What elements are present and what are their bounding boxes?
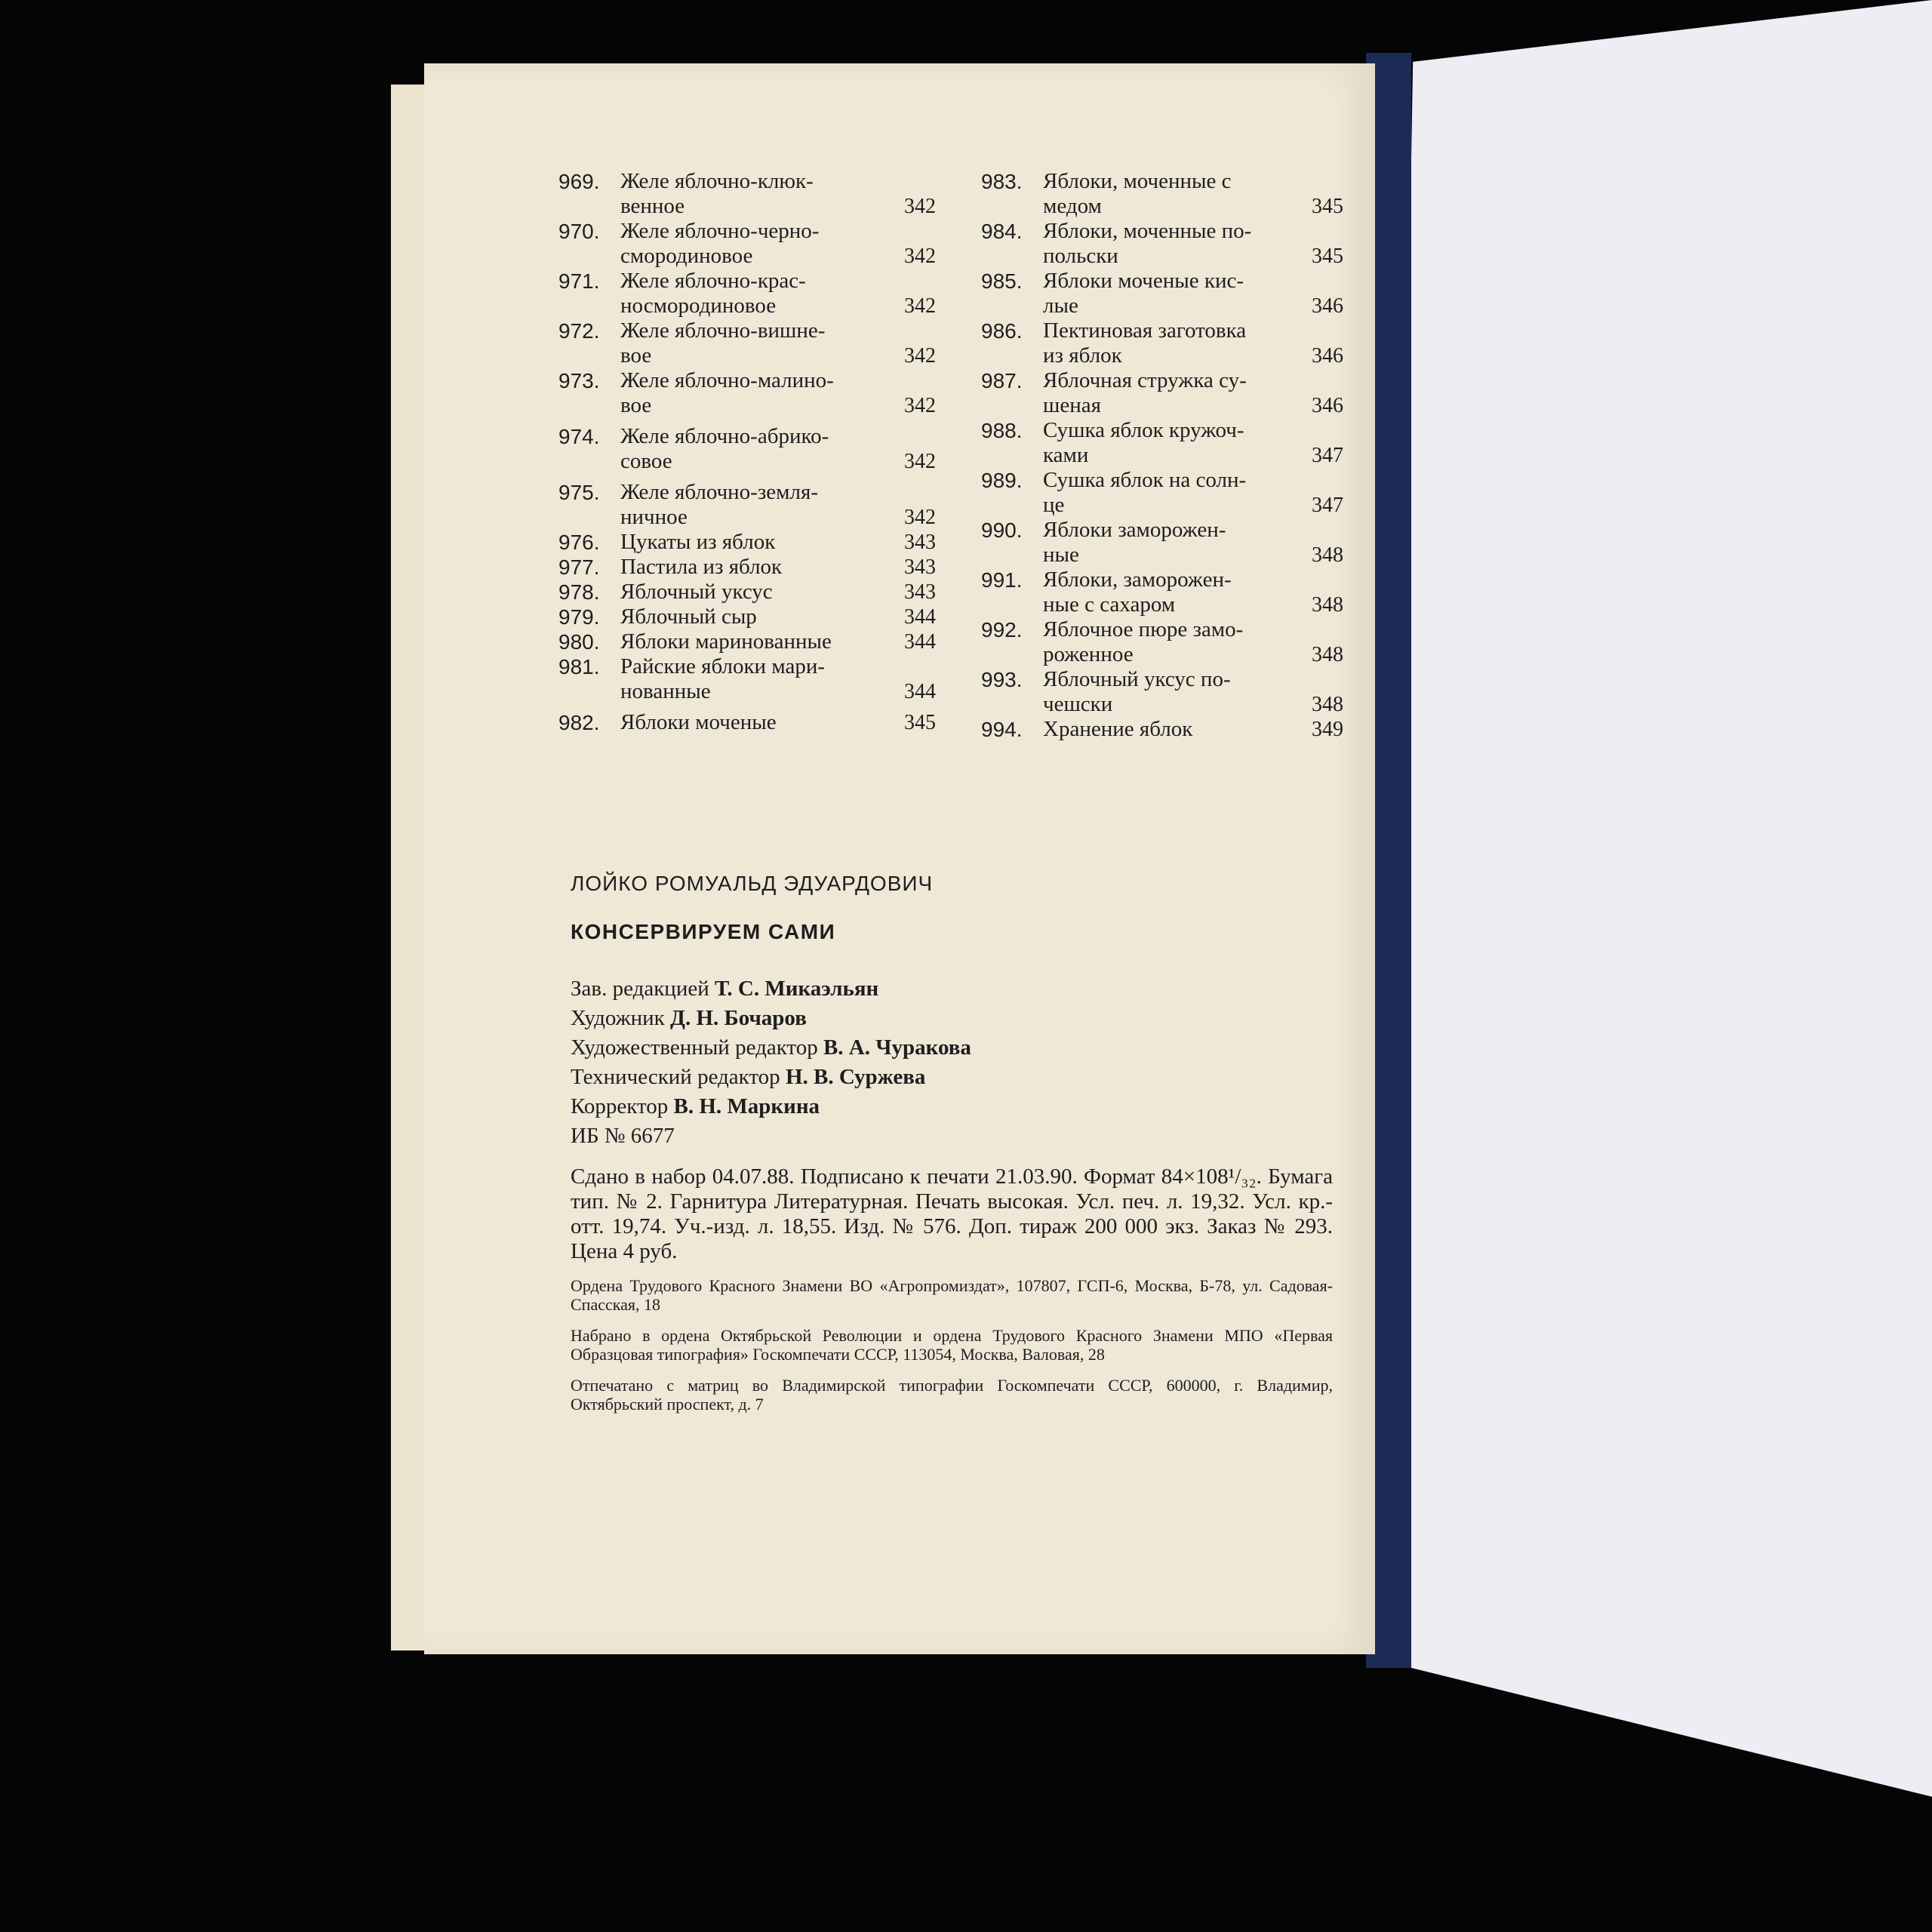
entry-page: 344 [904,680,936,703]
entry-number: 993. [981,668,1023,691]
toc-column-right [981,169,1343,742]
entry-page: 342 [904,195,936,218]
entry-number: 986. [981,319,1023,343]
entry-number: 992. [981,618,1023,641]
entry-title: Желе яблочно-вишне- вое [620,318,826,368]
entry-page: 342 [904,506,936,529]
book-title: КОНСЕРВИРУЕМ САМИ [571,920,836,943]
entry-page: 342 [904,245,936,268]
credit-line: Корректор В. Н. Маркина [571,1094,820,1118]
entry-number: 982. [558,711,600,734]
toc-entry [558,629,936,654]
entry-title: Желе яблочно-малино- вое [620,368,834,417]
toc-entry [558,318,936,368]
toc-entry [558,530,936,555]
credit-line: Художник Д. Н. Бочаров [571,1006,807,1030]
entry-number: 991. [981,568,1023,592]
entry-page: 344 [904,605,936,629]
entry-title: Цукаты из яблок [620,530,776,554]
toc-entry [558,368,936,418]
entry-page: 342 [904,394,936,417]
entry-title: Яблочный уксус по- чешски [1043,667,1231,716]
toc-entry [558,269,936,318]
toc-entry [981,568,1343,617]
ib-number: ИБ № 6677 [571,1124,675,1148]
entry-title: Яблоки заморожен- ные [1043,518,1226,567]
entry-number: 994. [981,718,1023,741]
entry-page: 342 [904,450,936,473]
printing-info: Отпечатано с матриц во Владимирской типографии Госкомпечати СССР, 600000, г. Владимир, Октябрьский проспект, д. 7 [571,1376,1333,1414]
entry-number: 975. [558,481,600,504]
credit-line: Художественный редактор В. А. Чуракова [571,1035,971,1060]
entry-page: 348 [1312,693,1343,716]
toc-entry [981,617,1343,667]
toc-entry [558,605,936,629]
entry-title: Сушка яблок кружоч- ками [1043,418,1244,467]
entry-page: 342 [904,344,936,368]
toc-entry [981,368,1343,418]
entry-page: 348 [1312,543,1343,567]
entry-title: Желе яблочно-черно- смородиновое [620,219,820,268]
entry-number: 979. [558,605,600,629]
entry-page: 348 [1312,593,1343,617]
entry-title: Яблоки моченые кис- лые [1043,269,1244,318]
toc-entry [558,555,936,580]
toc-entry [558,654,936,704]
entry-title: Яблочное пюре замо- роженное [1043,617,1244,666]
toc-entry [981,468,1343,518]
entry-number: 969. [558,170,600,193]
toc-entry [558,480,936,530]
entry-number: 984. [981,220,1023,243]
credit-line: Технический редактор Н. В. Суржева [571,1065,926,1089]
entry-number: 983. [981,170,1023,193]
entry-title: Пастила из яблок [620,555,783,579]
toc-entry [981,219,1343,269]
entry-page: 347 [1312,494,1343,517]
toc-entry [558,219,936,269]
entry-title: Яблоки, заморожен- ные с сахаром [1043,568,1232,617]
entry-title: Яблоки, моченные с медом [1043,169,1232,218]
colophon [571,872,1333,1414]
entry-number: 987. [981,369,1023,392]
toc-entry [981,667,1343,717]
entry-page: 344 [904,630,936,654]
entry-title: Желе яблочно-земля- ничное [620,480,818,529]
toc-entry [558,424,936,474]
entry-number: 980. [558,630,600,654]
entry-title: Желе яблочно-абрико- совое [620,424,829,473]
entry-page: 345 [1312,195,1343,218]
author-name: ЛОЙКО РОМУАЛЬД ЭДУАРДОВИЧ [571,872,934,895]
entry-number: 990. [981,518,1023,542]
entry-page: 343 [904,531,936,554]
entry-number: 981. [558,655,600,678]
entry-title: Райские яблоки мари- нованные [620,654,826,703]
toc-entry [981,518,1343,568]
entry-page: 343 [904,555,936,579]
entry-title: Желе яблочно-клюк- венное [620,169,814,218]
imprint-details: Сдано в набор 04.07.88. Подписано к печати 21.03.90. Формат 84×108¹/₃₂. Бумага тип. № 2. Гарнитура Литературная. Печать высокая. Усл. печ. л. 19,32. Усл. кр.-отт. 19,74. Уч.-изд. л. 18,55. Изд. № 576. Доп. тираж 200 000 экз. Заказ № 293. Цена 4 руб. [571,1164,1333,1263]
facing-page [1386,0,1932,1932]
toc-entry [558,580,936,605]
entry-number: 976. [558,531,600,554]
entry-page: 347 [1312,444,1343,467]
entry-title: Яблоки моченые [620,710,777,734]
entry-number: 973. [558,369,600,392]
entry-title: Яблочный уксус [620,580,773,604]
entry-page: 343 [904,580,936,604]
credit-line: Зав. редакцией Т. С. Микаэльян [571,977,879,1001]
toc-entry [981,318,1343,368]
entry-number: 974. [558,425,600,448]
toc-entry [981,418,1343,468]
entry-number: 977. [558,555,600,579]
entry-number: 985. [981,269,1023,293]
entry-number: 970. [558,220,600,243]
entry-number: 978. [558,580,600,604]
toc-entry [981,717,1343,742]
entry-number: 971. [558,269,600,293]
toc-column-left [558,169,936,735]
entry-title: Пектиновая заготовка из яблок [1043,318,1247,368]
typesetting-info: Набрано в ордена Октябрьской Революции и ордена Трудового Красного Знамени МПО «Первая Образцовая типография» Госкомпечати СССР, 113054, Москва, Валовая, 28 [571,1326,1333,1364]
entry-title: Яблоки, моченные по- польски [1043,219,1252,268]
entry-page: 349 [1312,718,1343,741]
toc-entry [981,169,1343,219]
entry-page: 346 [1312,294,1343,318]
entry-page: 342 [904,294,936,318]
entry-title: Яблочная стружка су- шеная [1043,368,1247,417]
entry-number: 972. [558,319,600,343]
toc-entry [558,169,936,219]
entry-page: 345 [1312,245,1343,268]
entry-title: Желе яблочно-крас- носмородиновое [620,269,806,318]
entry-number: 989. [981,469,1023,492]
entry-title: Яблоки маринованные [620,629,832,654]
publisher-address: Ордена Трудового Красного Знамени ВО «Агропромиздат», 107807, ГСП-6, Москва, Б-78, ул. Садовая-Спасская, 18 [571,1276,1333,1314]
entry-title: Яблочный сыр [620,605,757,629]
entry-title: Сушка яблок на солн- це [1043,468,1247,517]
entry-title: Хранение яблок [1043,717,1193,741]
entry-page: 346 [1312,394,1343,417]
entry-number: 988. [981,419,1023,442]
toc-entry [558,710,936,735]
entry-page: 348 [1312,643,1343,666]
toc-entry [981,269,1343,318]
entry-page: 345 [904,711,936,734]
entry-page: 346 [1312,344,1343,368]
